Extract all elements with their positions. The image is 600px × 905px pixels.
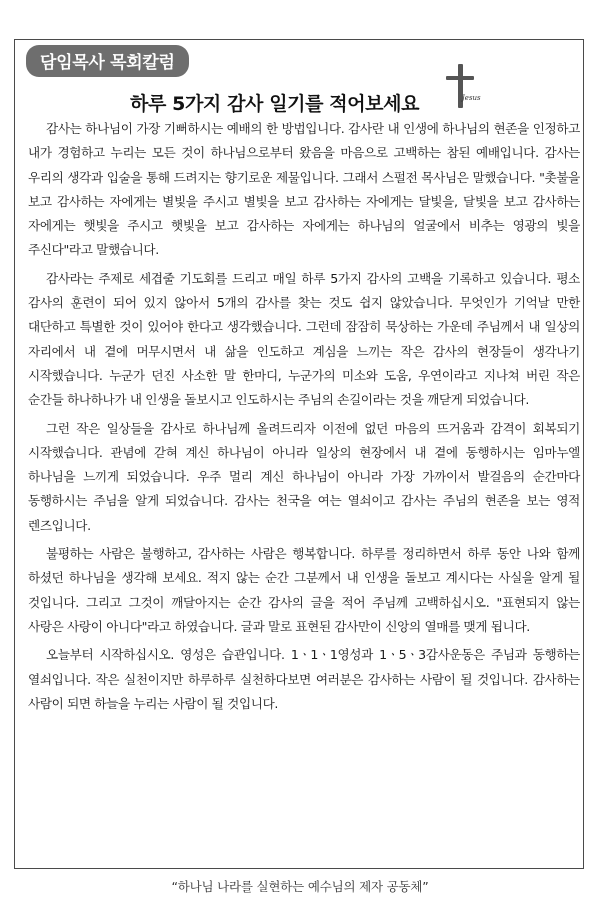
paragraph-2: 감사라는 주제로 세겹줄 기도회를 드리고 매일 하루 5가지 감사의 고백을 기록하고 있습니다. 평소 감사의 훈련이 되어 있지 않아서 5개의 감사를 찾는 것도 쉽지 않았습니다. 무엇인가 기억날 만한 대단하고 특별한 것이 있어야 한다고 생각했습니다. 그런데 잠잠히 묵상하는 가운데 주님께서 내 일상의 자리에서 내 곁에 머무시면서 내 삶을 인도하고 계심을 느끼는 작은 감사의 현장들이 생각나기 시작했습니다. 누군가 던진 사소한 말 한마디, 누군가의 미소와 도움, 우연이라고 지나쳐 버린 작은 순간들 하나하나가 내 인생을 돌보시고 인도하시는 주님의 손길이라는 것을 깨닫게 되었습니다.: [28, 270, 580, 408]
cross-emblem-text: Jesus: [462, 94, 481, 102]
paragraph-4: 불평하는 사람은 불행하고, 감사하는 사람은 행복합니다. 하루를 정리하면서 하루 동안 나와 함께 하셨던 하나님을 생각해 보세요. 적지 않는 순간 그분께서 내 인생을 돌보고 계시다는 사실을 알게 될 것입니다. 그리고 그것이 깨달아지는 순간 감사의 글을 적어 주님께 고백하십시오. "표현되지 않는 사랑은 사랑이 아니다"라고 하였습니다. 글과 말로 표현된 감사만이 신앙의 열매를 맺게 됩니다.: [28, 546, 580, 634]
footer-motto: “하나님 나라를 실현하는 예수님의 제자 공동체”: [171, 879, 429, 894]
cross-icon: [440, 64, 490, 110]
paragraph-1: 감사는 하나님이 가장 기뻐하시는 예배의 한 방법입니다. 감사란 내 인생에 하나님의 현존을 인정하고 내가 경험하고 누리는 모든 것이 하나님으로부터 왔음을 마음으로 고백하는 참된 예배입니다. 감사는 우리의 생각과 입술을 통해 드려지는 향기로운 제물입니다. 그래서 스펄전 목사님은 말했습니다. "촛불을 보고 감사하는 자에게는 별빛을 주시고 별빛을 보고 감사하는 자에게는 달빛을, 달빛을 보고 감사하는 자에게는 햇빛을 주시고 햇빛을 보고 감사하는 자에게는 하나님의 얼굴에서 비추는 영광의 빛을 주신다"라고 말했습니다.: [28, 121, 580, 258]
column-body: [28, 117, 580, 720]
paragraph-5: 오늘부터 시작하십시오. 영성은 습관입니다. 1ㆍ1ㆍ1영성과 1ㆍ5ㆍ3감사운동은 주님과 동행하는 열쇠입니다. 작은 실천이지만 하루하루 실천하다보면 여러분은 감사하는 사람이 될 것입니다. 감사하는 사람이 되면 하늘을 누리는 사람이 될 것입니다.: [28, 647, 580, 711]
cross-horizontal-bar: [446, 76, 474, 80]
column-badge: 담임목사 목회칼럼: [26, 45, 189, 77]
column-title: 하루 5가지 감사 일기를 적어보세요: [130, 93, 420, 115]
paragraph-3: 그런 작은 일상들을 감사로 하나님께 올려드리자 이전에 없던 마음의 뜨거움과 감격이 회복되기 시작했습니다. 관념에 갇혀 계신 하나님이 아니라 일상의 현장에서 내 곁에 동행하시는 임마누엘 하나님을 느끼게 되었습니다. 우주 멀리 계신 하나님이 아니라 가장 가까이서 발걸음의 순간마다 동행하시는 주님을 알게 되었습니다. 감사는 천국을 여는 열쇠이고 감사는 주님의 현존을 보는 영적 렌즈입니다.: [28, 420, 580, 533]
